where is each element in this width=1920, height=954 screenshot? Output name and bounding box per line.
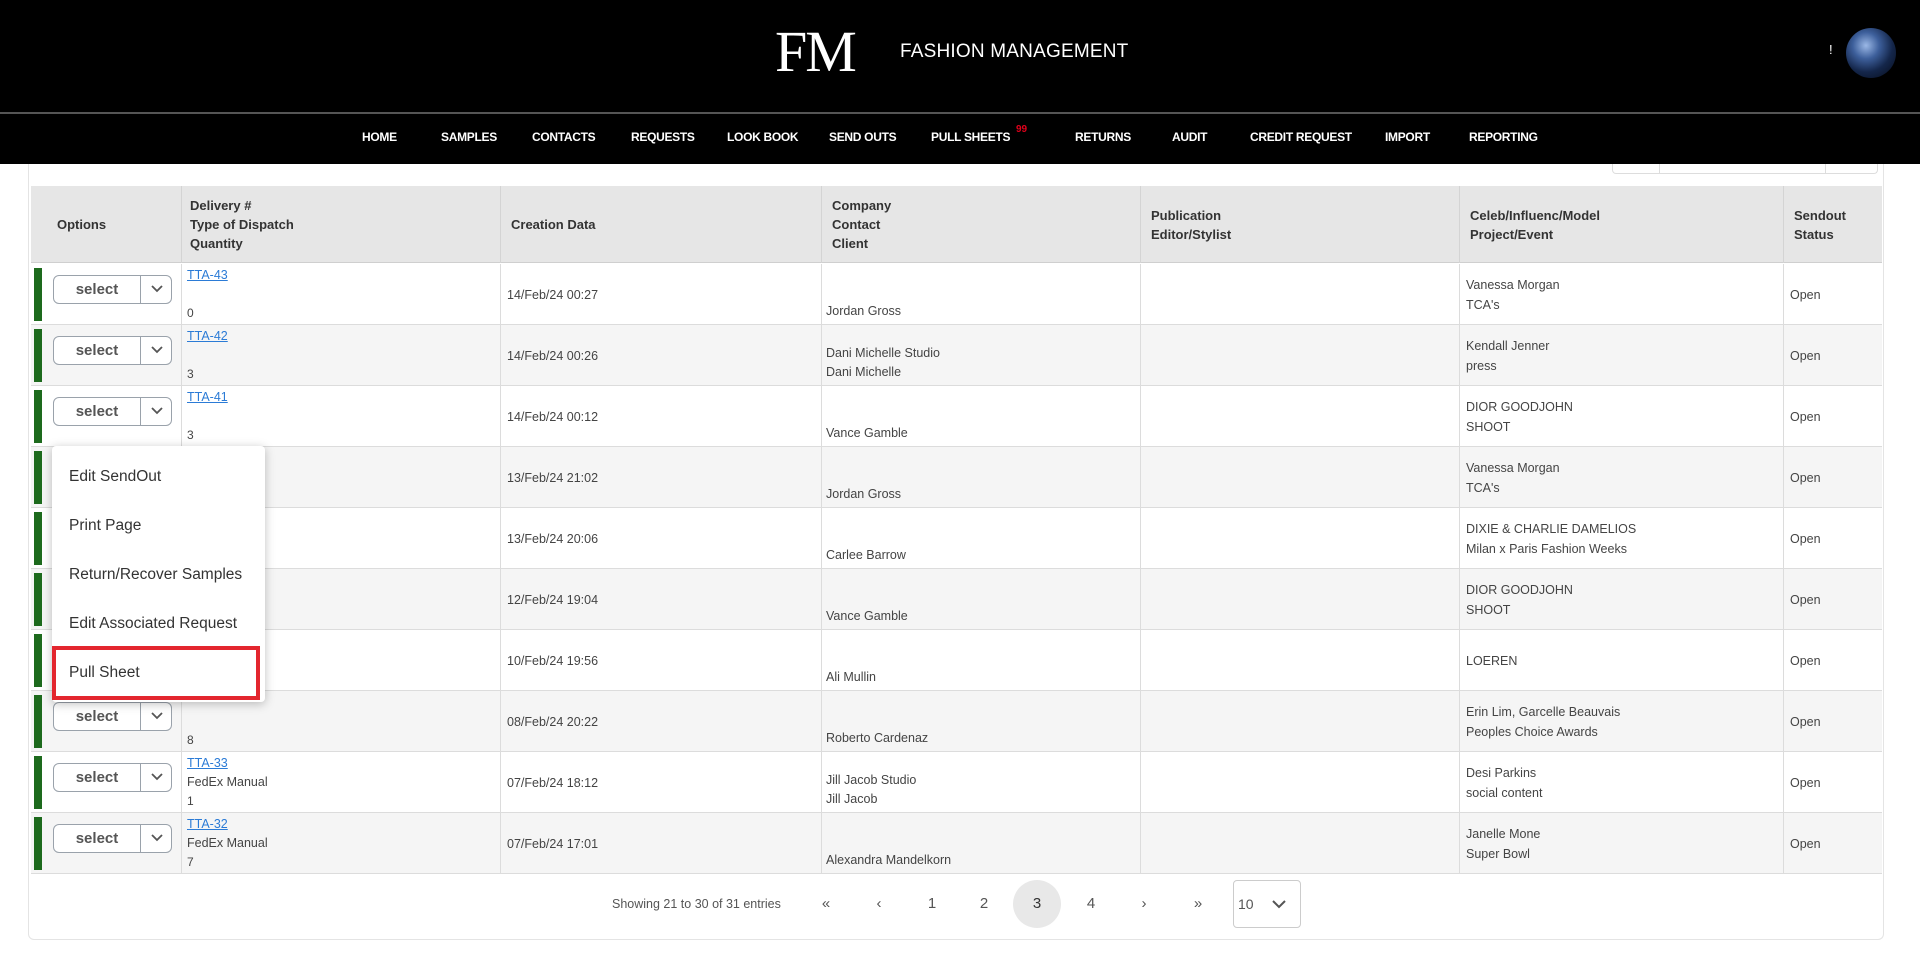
page-prev-button[interactable]: ‹ xyxy=(876,895,882,912)
project-event: Super Bowl xyxy=(1466,847,1530,861)
table-header xyxy=(31,186,1882,263)
celeb-name: DIOR GOODJOHN xyxy=(1466,583,1573,597)
nav-look-book[interactable]: LOOK BOOK xyxy=(727,130,799,144)
column-divider xyxy=(1459,325,1460,386)
column-divider xyxy=(1783,630,1784,691)
contact-name: Jordan Gross xyxy=(826,487,902,501)
column-divider xyxy=(821,691,822,752)
table-row xyxy=(31,813,1882,874)
column-divider xyxy=(821,813,822,874)
creation-date: 13/Feb/24 20:06 xyxy=(507,532,599,546)
nav-reporting[interactable]: REPORTING xyxy=(1469,130,1538,144)
select-dropdown-button[interactable] xyxy=(140,336,172,365)
creation-date: 07/Feb/24 17:01 xyxy=(507,837,599,851)
celeb-name: Desi Parkins xyxy=(1466,766,1537,780)
status-indicator xyxy=(34,756,42,809)
menu-return-recover-samples[interactable]: Return/Recover Samples xyxy=(69,566,243,583)
company-name: Jill Jacob Studio xyxy=(826,773,917,787)
column-divider xyxy=(1783,386,1784,447)
project-event: SHOOT xyxy=(1466,603,1511,617)
delivery-link[interactable]: TTA-42 xyxy=(187,329,228,343)
table-row xyxy=(31,264,1882,325)
page-2-button[interactable]: 2 xyxy=(979,895,989,912)
nav-requests[interactable]: REQUESTS xyxy=(631,130,695,144)
notification-indicator: ! xyxy=(1829,42,1833,57)
column-divider xyxy=(1783,447,1784,508)
nav-home[interactable]: HOME xyxy=(362,130,397,144)
column-divider xyxy=(1459,386,1460,447)
column-divider xyxy=(181,325,182,386)
table-filter-controls[interactable] xyxy=(1612,164,1878,174)
project-event: social content xyxy=(1466,786,1543,800)
delivery-link[interactable]: TTA-33 xyxy=(187,756,228,770)
page-3-button[interactable]: 3 xyxy=(1013,880,1061,928)
contact-name: Vance Gamble xyxy=(826,426,908,440)
creation-date: 12/Feb/24 19:04 xyxy=(507,593,599,607)
dispatch-type: FedEx Manual xyxy=(187,775,268,789)
sendout-status: Open xyxy=(1790,654,1821,668)
user-avatar[interactable] xyxy=(1846,28,1896,78)
project-event: SHOOT xyxy=(1466,420,1511,434)
quantity: 8 xyxy=(187,733,194,747)
table-row xyxy=(31,630,1882,691)
sendout-status: Open xyxy=(1790,593,1821,607)
contact-name: Carlee Barrow xyxy=(826,548,906,562)
column-divider xyxy=(1459,752,1460,813)
main-nav xyxy=(0,114,1920,164)
creation-date: 10/Feb/24 19:56 xyxy=(507,654,599,668)
th-creation: Creation Data xyxy=(500,186,852,263)
column-divider xyxy=(1140,447,1141,508)
column-divider xyxy=(1783,752,1784,813)
project-event: press xyxy=(1466,359,1497,373)
nav-credit-request[interactable]: CREDIT REQUEST xyxy=(1250,130,1352,144)
pull-sheet-highlight xyxy=(52,646,260,700)
th-company: Company Contact Client xyxy=(821,186,1141,263)
sendout-status: Open xyxy=(1790,288,1821,302)
contact-name: Dani Michelle xyxy=(826,365,902,379)
sendout-status: Open xyxy=(1790,776,1821,790)
column-divider xyxy=(1459,691,1460,752)
celeb-name: DIXIE & CHARLIE DAMELIOS xyxy=(1466,522,1637,536)
column-divider xyxy=(1783,508,1784,569)
menu-edit-sendout[interactable]: Edit SendOut xyxy=(69,468,162,485)
column-divider xyxy=(1459,569,1460,630)
column-divider xyxy=(1140,508,1141,569)
select-dropdown-button[interactable] xyxy=(140,275,172,304)
select-dropdown-button[interactable] xyxy=(140,397,172,426)
column-divider xyxy=(1140,691,1141,752)
sendout-status: Open xyxy=(1790,471,1821,485)
pagination-info: Showing 21 to 30 of 31 entries xyxy=(612,897,781,911)
brand-name: FASHION MANAGEMENT xyxy=(900,41,1129,62)
column-divider xyxy=(500,325,501,386)
quantity: 0 xyxy=(187,306,194,320)
project-event: TCA's xyxy=(1466,298,1500,312)
select-dropdown-button[interactable] xyxy=(140,824,172,853)
column-divider xyxy=(1140,325,1141,386)
column-divider xyxy=(1140,386,1141,447)
celeb-name: DIOR GOODJOHN xyxy=(1466,400,1573,414)
contact-name: Alexandra Mandelkorn xyxy=(826,853,952,867)
quantity: 3 xyxy=(187,367,194,381)
delivery-link[interactable]: TTA-43 xyxy=(187,268,228,282)
quantity: 3 xyxy=(187,428,194,442)
column-divider xyxy=(821,752,822,813)
contact-name: Ali Mullin xyxy=(826,670,877,684)
sendout-status: Open xyxy=(1790,837,1821,851)
nav-samples[interactable]: SAMPLES xyxy=(441,130,497,144)
menu-edit-associated-request[interactable]: Edit Associated Request xyxy=(69,615,238,632)
table-row xyxy=(31,569,1882,630)
column-divider xyxy=(821,264,822,325)
contact-name: Jill Jacob xyxy=(826,792,878,806)
column-divider xyxy=(821,508,822,569)
chevron-down-icon xyxy=(150,284,164,294)
column-divider xyxy=(1140,752,1141,813)
creation-date: 14/Feb/24 00:12 xyxy=(507,410,599,424)
page-1-button[interactable]: 1 xyxy=(927,895,937,912)
status-indicator xyxy=(34,329,42,382)
column-divider xyxy=(1459,447,1460,508)
th-options: Options xyxy=(57,217,107,232)
status-indicator xyxy=(34,817,42,870)
sendout-status: Open xyxy=(1790,349,1821,363)
column-divider xyxy=(181,264,182,325)
table-row xyxy=(31,691,1882,752)
column-divider xyxy=(500,447,501,508)
sendout-status: Open xyxy=(1790,532,1821,546)
column-divider xyxy=(500,630,501,691)
celeb-name: Erin Lim, Garcelle Beauvais xyxy=(1466,705,1621,719)
top-header xyxy=(0,0,1920,112)
column-divider xyxy=(1783,691,1784,752)
column-divider xyxy=(1459,508,1460,569)
page-last-button[interactable]: » xyxy=(1193,895,1203,912)
status-indicator xyxy=(34,268,42,321)
column-divider xyxy=(500,691,501,752)
menu-pull-sheet[interactable]: Pull Sheet xyxy=(69,664,140,681)
column-divider xyxy=(821,325,822,386)
celeb-name: Janelle Mone xyxy=(1466,827,1541,841)
table-row xyxy=(31,508,1882,569)
creation-date: 14/Feb/24 00:27 xyxy=(507,288,599,302)
column-divider xyxy=(1783,813,1784,874)
column-divider xyxy=(181,752,182,813)
column-divider xyxy=(1459,630,1460,691)
contact-name: Roberto Cardenaz xyxy=(826,731,929,745)
select-dropdown-button[interactable] xyxy=(140,763,172,792)
nav-pull-sheets[interactable]: PULL SHEETS xyxy=(931,130,1011,144)
column-divider xyxy=(500,569,501,630)
status-indicator xyxy=(34,634,42,687)
th-celeb: Celeb/Influenc/Model Project/Event xyxy=(1459,186,1779,263)
th-delivery: Delivery # Type of Dispatch Quantity xyxy=(181,186,501,263)
chevron-down-icon xyxy=(150,711,164,721)
company-name: Dani Michelle Studio xyxy=(826,346,940,360)
page-size-value: 10 xyxy=(1238,896,1254,912)
chevron-down-icon xyxy=(150,772,164,782)
creation-date: 07/Feb/24 18:12 xyxy=(507,776,599,790)
pull-sheets-badge: 99 xyxy=(1016,124,1028,135)
delivery-link[interactable]: TTA-41 xyxy=(187,390,228,404)
th-status: Sendout Status xyxy=(1783,186,1882,263)
dispatch-type: FedEx Manual xyxy=(187,836,268,850)
quantity: 1 xyxy=(187,794,194,808)
nav-contacts[interactable]: CONTACTS xyxy=(532,130,596,144)
column-divider xyxy=(181,813,182,874)
table-row xyxy=(31,325,1882,386)
select-button[interactable]: select xyxy=(53,702,141,731)
celeb-name: Kendall Jenner xyxy=(1466,339,1550,353)
chevron-down-icon xyxy=(1271,899,1287,909)
contact-name: Vance Gamble xyxy=(826,609,908,623)
status-indicator xyxy=(34,573,42,626)
column-divider xyxy=(1783,325,1784,386)
select-button[interactable]: select xyxy=(53,275,141,304)
column-divider xyxy=(500,813,501,874)
celeb-name: Vanessa Morgan xyxy=(1466,278,1560,292)
quantity: 7 xyxy=(187,855,194,869)
nav-send-outs[interactable]: SEND OUTS xyxy=(829,130,897,144)
creation-date: 13/Feb/24 21:02 xyxy=(507,471,599,485)
nav-audit[interactable]: AUDIT xyxy=(1172,130,1208,144)
delivery-link[interactable]: TTA-32 xyxy=(187,817,228,831)
menu-print-page[interactable]: Print Page xyxy=(69,517,142,534)
select-dropdown-button[interactable] xyxy=(140,702,172,731)
column-divider xyxy=(821,569,822,630)
sendout-status: Open xyxy=(1790,715,1821,729)
table-row xyxy=(31,752,1882,813)
column-divider xyxy=(181,386,182,447)
column-divider xyxy=(1140,569,1141,630)
column-divider xyxy=(1140,630,1141,691)
chevron-down-icon xyxy=(150,833,164,843)
contact-name: Jordan Gross xyxy=(826,304,902,318)
sendout-status: Open xyxy=(1790,410,1821,424)
page-next-button[interactable]: › xyxy=(1141,895,1147,912)
column-divider xyxy=(821,447,822,508)
column-divider xyxy=(1140,264,1141,325)
table-row xyxy=(31,447,1882,508)
th-publication: Publication Editor/Stylist xyxy=(1140,186,1460,263)
select-button[interactable]: select xyxy=(53,763,141,792)
creation-date: 08/Feb/24 20:22 xyxy=(507,715,599,729)
column-divider xyxy=(821,630,822,691)
page-first-button[interactable]: « xyxy=(821,895,831,912)
status-indicator xyxy=(34,390,42,443)
project-event: Milan x Paris Fashion Weeks xyxy=(1466,542,1627,556)
chevron-down-icon xyxy=(150,345,164,355)
celeb-name: Vanessa Morgan xyxy=(1466,461,1560,475)
creation-date: 14/Feb/24 00:26 xyxy=(507,349,599,363)
chevron-down-icon xyxy=(150,406,164,416)
column-divider xyxy=(1783,569,1784,630)
fm-logo[interactable]: FM xyxy=(775,19,855,84)
column-divider xyxy=(1783,264,1784,325)
nav-import[interactable]: IMPORT xyxy=(1385,130,1430,144)
select-button[interactable]: select xyxy=(53,336,141,365)
status-indicator xyxy=(34,451,42,504)
project-event: TCA's xyxy=(1466,481,1500,495)
status-indicator xyxy=(34,695,42,748)
column-divider xyxy=(500,264,501,325)
project-event: Peoples Choice Awards xyxy=(1466,725,1598,739)
select-button[interactable]: select xyxy=(53,824,141,853)
column-divider xyxy=(500,386,501,447)
page-4-button[interactable]: 4 xyxy=(1086,895,1096,912)
page-size-select[interactable] xyxy=(1233,880,1301,928)
column-divider xyxy=(500,752,501,813)
celeb-name: LOEREN xyxy=(1466,654,1518,668)
table-row xyxy=(31,386,1882,447)
nav-returns[interactable]: RETURNS xyxy=(1075,130,1131,144)
column-divider xyxy=(1140,813,1141,874)
status-indicator xyxy=(34,512,42,565)
column-divider xyxy=(1459,264,1460,325)
select-button[interactable]: select xyxy=(53,397,141,426)
column-divider xyxy=(500,508,501,569)
column-divider xyxy=(821,386,822,447)
column-divider xyxy=(1459,813,1460,874)
